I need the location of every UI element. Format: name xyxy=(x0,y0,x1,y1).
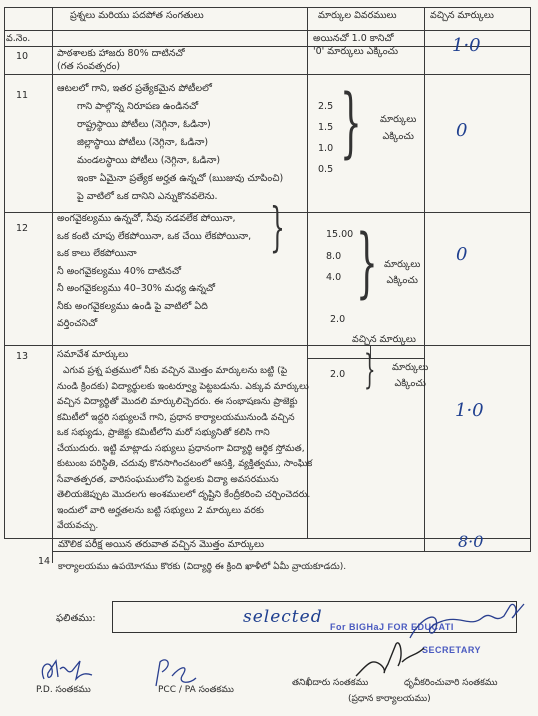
row-12-value-2: 8.0 xyxy=(326,251,342,262)
row-13-value: 2.0 xyxy=(330,369,346,380)
row-10-detail: అయినచో 1.0 కానిచో '0' మార్కులు ఎక్కించు xyxy=(313,33,399,57)
row-13-sno: 13 xyxy=(16,351,29,362)
pcc-signature-label: PCC / PA సంతకము xyxy=(158,685,234,695)
rule xyxy=(4,345,530,346)
row-12-awarded: 0 xyxy=(456,244,468,265)
office-use-note: కార్యాలయము ఉపయోగము కొరకు (విద్యార్థి ఈ క్రింది ఖాళీలో ఏమీ వ్రాయకూడదు). xyxy=(58,562,347,572)
row-14-question: మౌలిక పరీక్ష అయిన తరువాత వచ్చిన మొత్తం మార్కులు xyxy=(58,539,264,550)
rule xyxy=(52,7,53,563)
rule xyxy=(530,7,531,552)
approver-signature xyxy=(400,598,530,644)
checker-signature-label: తనిఖీదారు సంతకము xyxy=(292,678,369,688)
rule xyxy=(52,551,530,552)
row-12-left-brace: } xyxy=(270,198,285,258)
row-13-note: మార్కులు ఎక్కించు xyxy=(392,362,429,389)
row-14-awarded: 8·0 xyxy=(458,532,484,551)
row-11-brace: } xyxy=(340,77,362,166)
row-12-value-1: 15.00 xyxy=(326,229,354,240)
approver-office-label: (ప్రధాన కార్యాలయము) xyxy=(348,694,431,704)
row-12-note: మార్కులు ఎక్కించు xyxy=(384,259,421,286)
result-label: ఫలితము: xyxy=(56,613,96,624)
row-10-question: పాఠశాలకు హాజరు 80% దాటినచో (గత సంవత్సరం) xyxy=(57,48,185,72)
row-13-marks-caption: వచ్చిన మార్కులు xyxy=(352,334,416,345)
rule xyxy=(4,7,5,538)
row-13-title: సమావేశ మార్కులు xyxy=(57,349,129,360)
row-12-value-3: 4.0 xyxy=(326,272,342,283)
row-13-question: ఎగువ ప్రశ్న పత్రములో నీకు వచ్చిన మొత్తం మార్కులను బట్టి (పై నుండి క్రిందకు) విద్యార్థులకు ఇంటర్వ్యూ పెట్టబడును. ఎక్కువ మార్కులు వచ్చిన విద్యార్థితో మొదలి మార్కులిచ్చెదరు. ఈ సంభాషణను ప్రాజెక్టు కమిటీలో ఇద్దరి సభ్యులచే గాని, ప్రధాన కార్యాలయమునుండి వచ్చిన ఒక సభ్యుడు, ప్రాజెక్టు కమిటీలోని మరో సభ్యునితో కలిసి గాని చేయుదురు. ఇట్టి మాట్లాడు సభ్యులు ప్రధానంగా విద్యార్థి ఆర్థిక స్తోమత, కుటుంబ పరిస్థితి, చదువు కొనసాగించటంలో ఆసక్తి, వ్యక్తిత్వము, సాంఘిక సేవాతత్పరత, వారిసంఘములోని పెద్దలకు విద్యా అవసరమును తెలియజెప్పుట మొదలగు అంశములలో దృష్టిని కేంద్రీకరించి చర్చించెదరు. ఇందులో వారి అర్హతలను బట్టి సభ్యులు 2 మార్కులు వరకు వేయవచ్చు. xyxy=(57,365,313,531)
rule xyxy=(4,7,530,8)
pd-signature-label: P.D. సంతకము xyxy=(36,685,91,695)
row-14-sno: 14 xyxy=(38,556,51,567)
row-11-values: 2.5 1.5 1.0 0.5 xyxy=(318,101,334,175)
result-value: selected xyxy=(243,607,323,627)
row-13-awarded: 1·0 xyxy=(455,400,484,421)
row-12-value-4: 2.0 xyxy=(330,314,346,325)
row-11-question: ఆటలలో గాని, ఇతర ప్రత్యేకమైన పోటీలలో గాని పాల్గొన్న నిరూపణ ఉండినచో రాష్ట్రస్థాయి పోటీలు (నెగ్గినా, ఓడినా) జిల్లాస్థాయి పోటీలు (నెగ్గినా, ఓడినా) మండలస్థాయి పోటీలు (నెగ్గినా, ఓడినా) ఇంకా ఏమైనా ప్రత్యేక అర్హత ఉన్నచో (ఋజువు చూపించి) పై వాటిలో ఒక దానిని ఎన్నుకొనవలెను. xyxy=(57,83,284,202)
org-stamp: For BIGHaJ FOR EDUCATI SECRETARY xyxy=(330,622,482,655)
row-10-awarded: 1·0 xyxy=(452,35,481,56)
rule xyxy=(4,74,530,75)
approver-signature-label: ధృవీకరించువారి సంతకము xyxy=(404,678,498,688)
header-question: ప్రశ్నలు మరియు పదపోత సంగతులు xyxy=(70,10,204,21)
header-marks-awarded: వచ్చిన మార్కులు xyxy=(430,10,494,21)
rule xyxy=(4,30,530,31)
row-11-sno: 11 xyxy=(16,90,29,101)
row-13-brace: } xyxy=(364,347,376,393)
row-11-note: మార్కులు ఎక్కించు xyxy=(380,114,417,142)
row-12-brace: } xyxy=(356,217,378,306)
row-12-sno: 12 xyxy=(16,223,29,234)
row-12-question: అంగవైకల్యము ఉన్నచో, నీవు నడవలేక పోయినా, ఒక కంటి చూపు లేకపోయినా, ఒక చేయి లేకపోయినా, ఒక కాలు లేకపోయినా నీ అంగవైకల్యము 40% దాటినచో నీ అంగవైకల్యము 40–30% మధ్య ఉన్నచో నీకు అంగవైకల్యము ఉండి పై వాటిలో ఏది వర్తించనిచో xyxy=(57,213,252,329)
header-sno: వ.నెం. xyxy=(6,33,31,44)
row-10-sno: 10 xyxy=(16,51,29,62)
pd-signature xyxy=(36,655,96,685)
header-marks-detail: మార్కుల వివరములు xyxy=(318,10,397,21)
row-11-awarded: 0 xyxy=(456,120,468,141)
rule xyxy=(424,7,425,552)
